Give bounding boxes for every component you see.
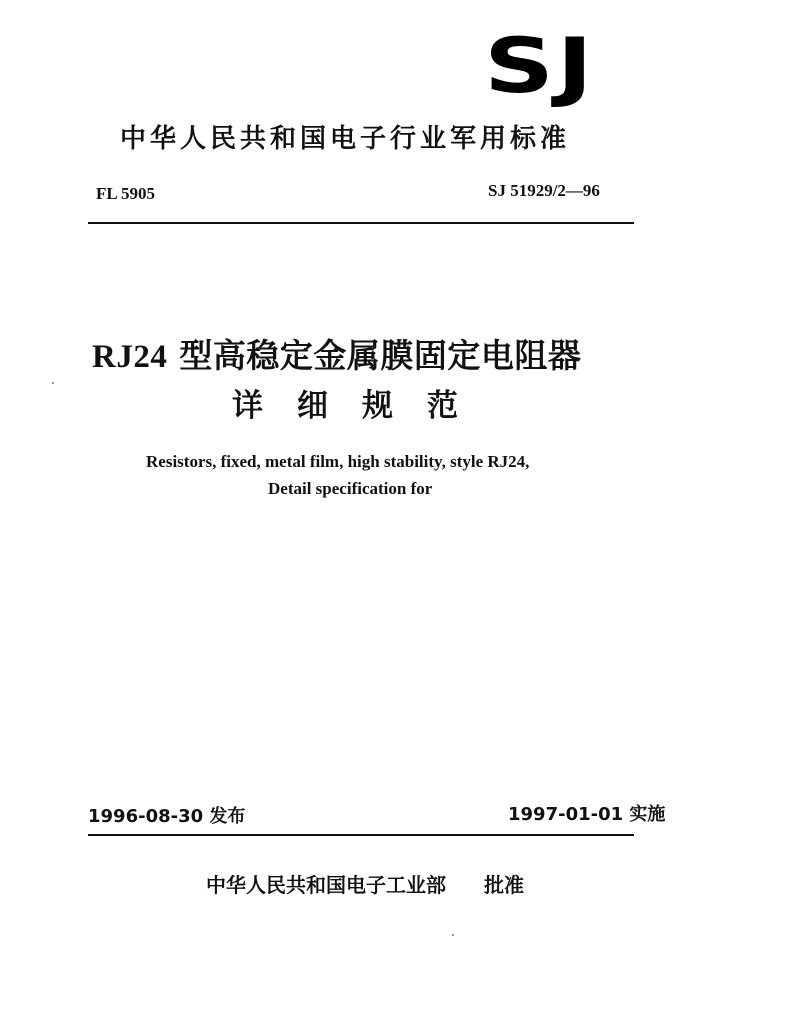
issue-date: 1996-08-30 发布 bbox=[88, 806, 246, 827]
footer-divider bbox=[88, 834, 634, 836]
document-title-cn bbox=[92, 330, 581, 377]
classification-code: FL 5905 bbox=[96, 184, 156, 203]
approval-label: 批准 bbox=[484, 873, 524, 897]
document-title-cn-text: 型高稳定金属膜固定电阻器 bbox=[167, 336, 582, 375]
header-divider bbox=[88, 222, 634, 224]
implementation-date: 1997-01-01 实施 bbox=[508, 804, 666, 825]
sj-logo: SJ bbox=[484, 21, 596, 110]
document-title-en-line1: Resistors, fixed, metal film, high stability, style RJ24, bbox=[146, 452, 530, 471]
approving-authority: 中华人民共和国电子工业部 bbox=[206, 873, 446, 897]
organization-title: 中华人民共和国电子行业军用标准 bbox=[120, 124, 571, 154]
standard-number: SJ 51929/2—96 bbox=[488, 181, 600, 200]
scan-speck bbox=[452, 934, 454, 936]
scan-speck bbox=[52, 382, 54, 384]
document-title-en-line2: Detail specification for bbox=[268, 479, 433, 498]
document-subtitle-cn: 详细规范 bbox=[232, 388, 492, 424]
model-code: RJ24 bbox=[92, 339, 168, 375]
